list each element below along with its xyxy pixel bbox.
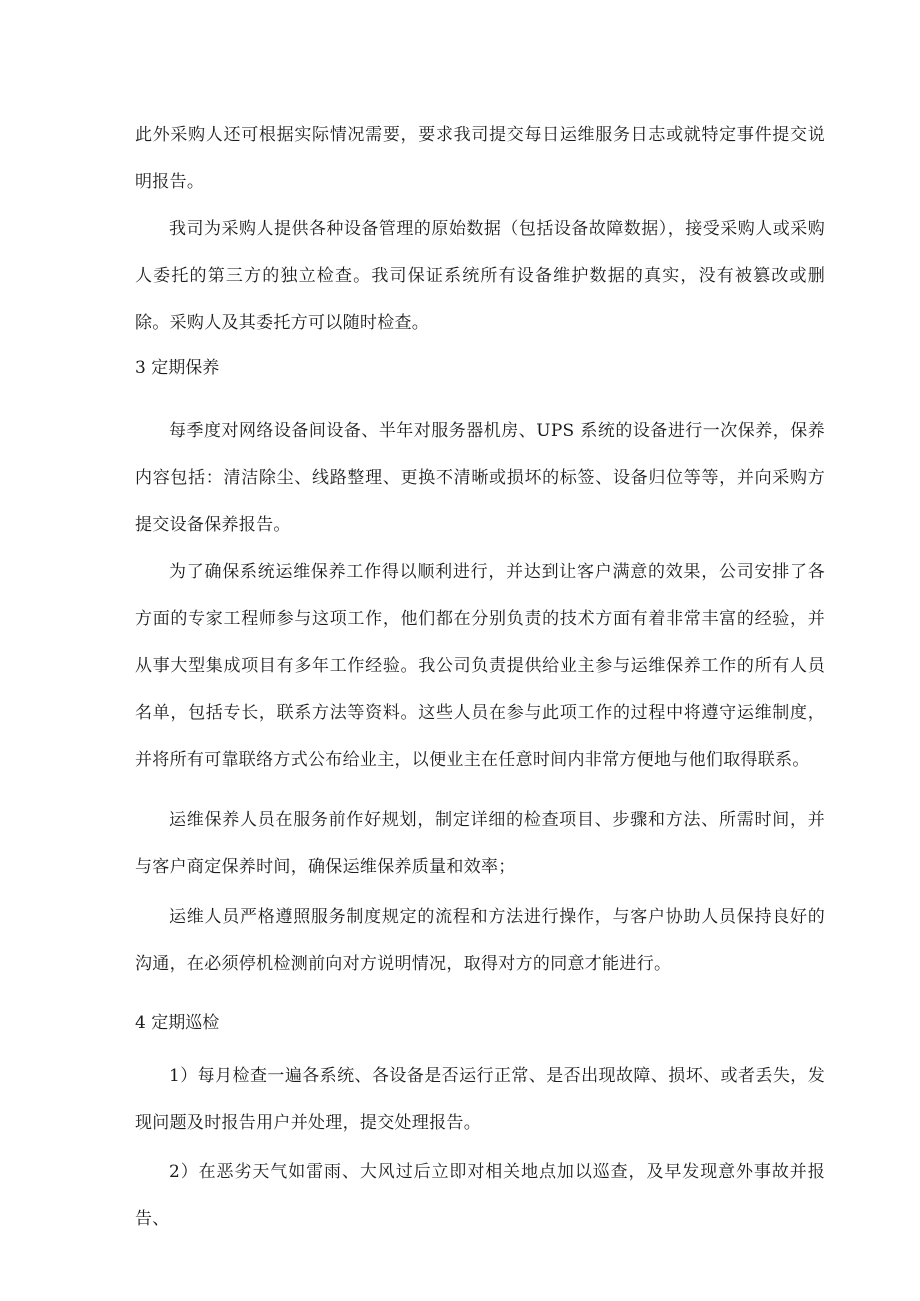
paragraph-quarterly-maintenance: 每季度对网络设备间设备、半年对服务器机房、UPS 系统的设备进行一次保养，保养内容包括：清洁除尘、线路整理、更换不清晰或损坏的标签、设备归位等等，并向采购方提交设备保养报告。 (135, 421, 825, 535)
paragraph-planning: 运维保养人员在服务前作好规划，制定详细的检查项目、步骤和方法、所需时间，并与客户商定保养时间，确保运维保养质量和效率； (135, 810, 825, 877)
paragraph-expert-engineers: 为了确保系统运维保养工作得以顺利进行，并达到让客户满意的效果，公司安排了各方面的专家工程师参与这项工作，他们都在分别负责的技术方面有着非常丰富的经验，并从事大型集成项目有多年工作经验。我公司负责提供给业主参与运维保养工作的所有人员名单，包括专长，联系方法等资料。这些人员在参与此项工作的过程中将遵守运维制度，并将所有可靠联络方式公布给业主，以便业主在任意时间内非常方便地与他们取得联系。 (135, 562, 825, 770)
paragraph-report-requirement: 此外采购人还可根据实际情况需要，要求我司提交每日运维服务日志或就特定事件提交说明报告。 (135, 125, 825, 192)
paragraph-operation-rules: 运维人员严格遵照服务制度规定的流程和方法进行操作，与客户协助人员保持良好的沟通，在必须停机检测前向对方说明情况，取得对方的同意才能进行。 (135, 907, 825, 974)
section-heading-inspection: 4 定期巡检 (135, 1013, 220, 1033)
paragraph-weather-check: 2）在恶劣天气如雷雨、大风过后立即对相关地点加以巡查，及早发现意外事故并报告、 (135, 1162, 825, 1229)
paragraph-raw-data: 我司为采购人提供各种设备管理的原始数据（包括设备故障数据），接受采购人或采购人委托的第三方的独立检查。我司保证系统所有设备维护数据的真实，没有被篡改或删除。采购人及其委托方可以随时检查。 (135, 219, 825, 333)
section-heading-maintenance: 3 定期保养 (135, 358, 220, 378)
paragraph-monthly-check: 1）每月检查一遍各系统、各设备是否运行正常、是否出现故障、损坏、或者丢失，发现问题及时报告用户并处理，提交处理报告。 (135, 1066, 825, 1133)
